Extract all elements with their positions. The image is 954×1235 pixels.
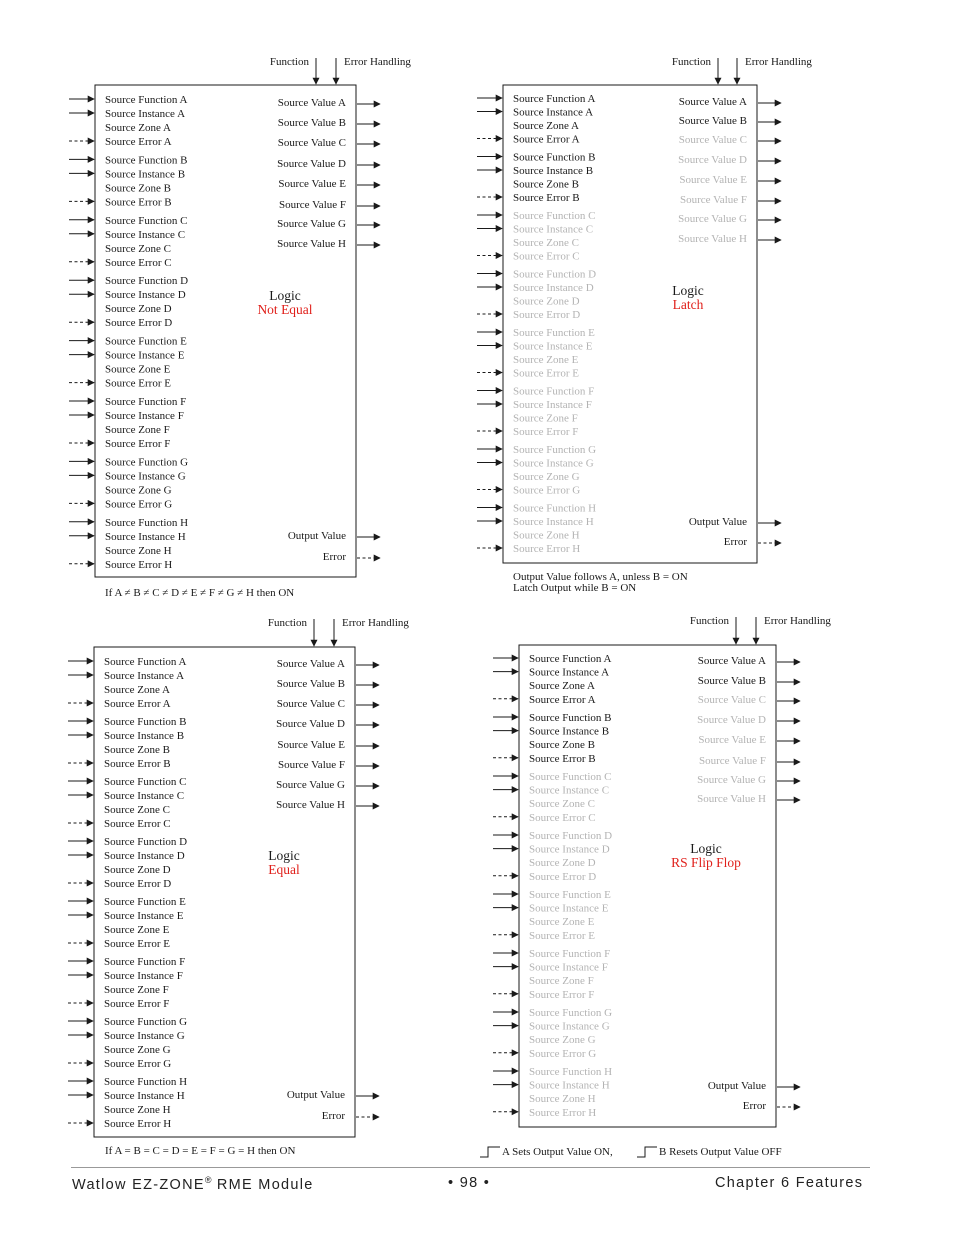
source-input-label: Source Instance E xyxy=(513,340,593,353)
source-value-label: Source Value F xyxy=(278,199,346,211)
source-input-label: Source Error A xyxy=(529,693,596,706)
source-input-label: Source Error A xyxy=(513,133,580,146)
source-input-label: Source Zone F xyxy=(513,412,578,425)
source-input-label: Source Instance B xyxy=(105,168,186,181)
falling-edge-icon xyxy=(637,1147,657,1157)
source-value-label: Source Value F xyxy=(679,194,747,206)
source-input-label: Source Error G xyxy=(513,484,581,497)
output-value-label: Output Value xyxy=(688,516,747,528)
source-input-label: Source Zone F xyxy=(529,975,594,988)
error-output-label: Error xyxy=(723,536,747,548)
source-input-label: Source Error C xyxy=(529,811,596,824)
source-value-label: Source Value C xyxy=(678,134,747,146)
source-input-label: Source Zone D xyxy=(105,303,172,316)
source-input-label: Source Instance B xyxy=(529,725,610,738)
source-input-label: Source Error H xyxy=(513,543,581,555)
source-input-label: Source Instance E xyxy=(529,902,609,915)
footer-rule xyxy=(71,1167,870,1168)
source-input-label: Source Zone C xyxy=(105,242,171,255)
source-input-label: Source Zone F xyxy=(104,984,169,996)
source-input-label: Source Instance D xyxy=(513,282,594,294)
source-value-label: Source Value B xyxy=(678,115,747,127)
error-output-label: Error xyxy=(322,551,346,563)
source-value-label: Source Value H xyxy=(678,233,747,245)
source-input-label: Source Error B xyxy=(529,752,596,765)
source-input-label: Source Function H xyxy=(513,502,597,515)
source-input-label: Source Zone F xyxy=(105,424,170,436)
source-input-label: Source Zone A xyxy=(104,684,170,696)
source-input-label: Source Zone H xyxy=(529,1093,596,1106)
source-input-label: Source Error B xyxy=(104,758,171,770)
logic-label: Logic xyxy=(269,288,301,303)
source-value-label: Source Value G xyxy=(697,774,766,786)
error-handling-header: Error Handling xyxy=(764,615,831,627)
source-input-label: Source Function G xyxy=(529,1007,613,1019)
source-input-label: Source Instance G xyxy=(104,1030,185,1042)
source-value-label: Source Value H xyxy=(276,799,345,811)
logic-label: Logic xyxy=(268,848,300,863)
source-input-label: Source Function C xyxy=(104,776,187,788)
source-value-label: Source Value G xyxy=(276,779,345,791)
source-value-label: Source Value E xyxy=(278,178,346,190)
source-input-label: Source Zone E xyxy=(104,924,170,936)
source-input-label: Source Zone G xyxy=(105,484,172,497)
source-value-label: Source Value E xyxy=(679,174,747,186)
caption-line: B Resets Output Value OFF xyxy=(659,1146,782,1158)
page-number: • 98 • xyxy=(448,1175,491,1191)
source-input-label: Source Error G xyxy=(104,1058,172,1070)
source-input-label: Source Zone H xyxy=(513,529,580,542)
source-input-label: Source Function E xyxy=(529,889,611,901)
source-value-label: Source Value F xyxy=(277,759,345,771)
error-output-label: Error xyxy=(742,1100,766,1112)
source-value-label: Source Value B xyxy=(697,675,766,687)
source-value-label: Source Value G xyxy=(678,213,747,225)
logic-mode-label: Not Equal xyxy=(257,302,313,317)
source-input-label: Source Error A xyxy=(104,698,171,710)
source-input-label: Source Zone D xyxy=(529,857,596,870)
source-input-label: Source Zone C xyxy=(529,798,595,811)
logic-block-not-equal xyxy=(69,56,411,599)
source-input-label: Source Function B xyxy=(104,716,187,728)
source-input-label: Source Function H xyxy=(529,1066,613,1078)
source-value-label: Source Value C xyxy=(697,694,766,706)
source-input-label: Source Zone H xyxy=(104,1104,171,1116)
error-handling-header: Error Handling xyxy=(745,56,812,68)
source-input-label: Source Error G xyxy=(529,1047,597,1060)
source-input-label: Source Instance C xyxy=(105,228,186,241)
source-input-label: Source Error H xyxy=(104,1118,172,1130)
source-value-label: Source Value B xyxy=(276,678,345,690)
function-header: Function xyxy=(267,617,307,629)
source-input-label: Source Function C xyxy=(529,771,612,783)
source-input-label: Source Function D xyxy=(529,830,613,842)
source-value-label: Source Value E xyxy=(698,734,766,746)
source-input-label: Source Function F xyxy=(529,948,611,960)
source-value-label: Source Value D xyxy=(678,154,747,166)
source-input-label: Source Instance D xyxy=(529,843,610,856)
source-input-label: Source Zone C xyxy=(513,237,579,249)
footer-brand: Watlow EZ-ZONE® RME Module xyxy=(72,1175,314,1193)
source-input-label: Source Function E xyxy=(104,896,186,908)
source-input-label: Source Error F xyxy=(513,426,579,438)
source-value-label: Source Value F xyxy=(698,755,766,767)
source-input-label: Source Zone A xyxy=(105,122,171,134)
source-input-label: Source Instance B xyxy=(104,730,185,742)
source-input-label: Source Instance H xyxy=(513,516,594,528)
source-value-label: Source Value A xyxy=(277,97,346,109)
error-handling-header: Error Handling xyxy=(344,56,411,68)
output-value-label: Output Value xyxy=(286,1089,345,1101)
source-input-label: Source Function H xyxy=(105,516,189,529)
source-input-label: Source Error A xyxy=(105,136,172,148)
source-input-label: Source Instance A xyxy=(105,108,186,120)
source-input-label: Source Error E xyxy=(104,938,170,950)
logic-mode-label: Equal xyxy=(268,862,300,877)
output-value-label: Output Value xyxy=(707,1080,766,1092)
caption-line: A Sets Output Value ON, xyxy=(502,1146,613,1158)
source-input-label: Source Function F xyxy=(513,385,595,398)
function-header: Function xyxy=(671,56,711,68)
source-input-label: Source Instance H xyxy=(105,530,186,543)
source-input-label: Source Instance C xyxy=(529,784,610,797)
source-value-label: Source Value A xyxy=(697,655,766,667)
source-input-label: Source Error D xyxy=(104,878,172,890)
source-input-label: Source Error H xyxy=(105,558,173,571)
source-input-label: Source Function H xyxy=(104,1076,188,1088)
source-value-label: Source Value E xyxy=(277,739,345,751)
function-header: Function xyxy=(689,615,729,627)
source-input-label: Source Instance D xyxy=(104,850,185,862)
source-input-label: Source Error C xyxy=(513,250,580,263)
source-input-label: Source Zone D xyxy=(513,295,580,308)
source-input-label: Source Function E xyxy=(513,327,595,339)
source-input-label: Source Instance G xyxy=(105,470,186,483)
source-input-label: Source Zone A xyxy=(513,120,579,132)
source-value-label: Source Value G xyxy=(277,218,346,230)
source-input-label: Source Instance A xyxy=(529,666,610,679)
source-input-label: Source Function C xyxy=(513,210,596,222)
output-value-label: Output Value xyxy=(287,530,346,542)
source-input-label: Source Function G xyxy=(105,456,189,469)
source-input-label: Source Instance C xyxy=(513,223,594,236)
logic-block-latch xyxy=(477,56,812,594)
source-input-label: Source Error F xyxy=(105,438,171,450)
source-input-label: Source Zone E xyxy=(513,354,579,366)
source-input-label: Source Function D xyxy=(513,268,597,281)
rising-edge-icon xyxy=(480,1147,500,1157)
error-output-label: Error xyxy=(321,1110,345,1122)
source-input-label: Source Error B xyxy=(513,192,580,204)
caption-line: If A = B = C = D = E = F = G = H then ON xyxy=(105,1145,296,1157)
source-input-label: Source Error B xyxy=(105,196,172,209)
source-input-label: Source Zone E xyxy=(529,916,595,929)
source-input-label: Source Error F xyxy=(529,988,595,1001)
source-input-label: Source Instance F xyxy=(105,410,184,422)
source-input-label: Source Error C xyxy=(104,818,171,830)
source-input-label: Source Zone G xyxy=(513,471,580,483)
source-input-label: Source Instance F xyxy=(104,970,183,982)
source-input-label: Source Zone C xyxy=(104,804,170,816)
source-input-label: Source Instance F xyxy=(529,961,608,974)
source-input-label: Source Error F xyxy=(104,998,170,1010)
source-input-label: Source Zone D xyxy=(104,864,171,876)
source-input-label: Source Error D xyxy=(529,870,597,883)
source-input-label: Source Error H xyxy=(529,1106,597,1119)
source-input-label: Source Function A xyxy=(104,656,187,668)
caption-line: Latch Output while B = ON xyxy=(513,582,637,594)
source-value-label: Source Value C xyxy=(277,137,346,149)
source-input-label: Source Error C xyxy=(105,256,172,269)
source-input-label: Source Function A xyxy=(513,93,596,105)
source-input-label: Source Function A xyxy=(105,94,188,106)
source-input-label: Source Function A xyxy=(529,653,612,665)
source-input-label: Source Instance G xyxy=(529,1020,610,1033)
source-input-label: Source Instance H xyxy=(104,1090,185,1102)
footer-chapter: Chapter 6 Features xyxy=(715,1175,864,1191)
source-input-label: Source Function G xyxy=(104,1016,188,1028)
source-input-label: Source Instance H xyxy=(529,1079,610,1092)
source-input-label: Source Zone H xyxy=(105,544,172,557)
function-header: Function xyxy=(269,56,309,68)
logic-mode-label: Latch xyxy=(672,297,704,312)
source-input-label: Source Zone E xyxy=(105,363,171,376)
source-value-label: Source Value H xyxy=(277,238,346,250)
logic-label: Logic xyxy=(690,841,722,856)
caption-line: If A ≠ B ≠ C ≠ D ≠ E ≠ F ≠ G ≠ H then ON xyxy=(105,587,295,599)
source-value-label: Source Value B xyxy=(277,117,346,129)
source-input-label: Source Error E xyxy=(513,367,579,380)
source-input-label: Source Function F xyxy=(105,396,187,408)
source-input-label: Source Error E xyxy=(529,929,595,942)
source-input-label: Source Zone B xyxy=(104,744,170,756)
source-input-label: Source Function B xyxy=(529,712,612,724)
source-input-label: Source Instance D xyxy=(105,289,186,302)
source-input-label: Source Function B xyxy=(105,154,188,167)
source-input-label: Source Instance B xyxy=(513,165,594,177)
source-input-label: Source Zone G xyxy=(104,1044,171,1056)
source-input-label: Source Zone B xyxy=(529,739,595,752)
source-input-label: Source Function C xyxy=(105,214,188,227)
source-value-label: Source Value D xyxy=(277,158,346,170)
logic-block-equal xyxy=(68,617,409,1157)
source-input-label: Source Instance G xyxy=(513,457,594,470)
source-input-label: Source Instance E xyxy=(104,910,184,922)
source-input-label: Source Function B xyxy=(513,151,596,164)
source-value-label: Source Value A xyxy=(276,658,345,670)
caption-line: Output Value follows A, unless B = ON xyxy=(513,571,688,583)
source-input-label: Source Zone B xyxy=(513,178,579,191)
source-input-label: Source Function G xyxy=(513,444,597,456)
source-input-label: Source Instance E xyxy=(105,349,185,362)
logic-mode-label: RS Flip Flop xyxy=(671,855,741,870)
source-input-label: Source Error E xyxy=(105,377,171,390)
logic-label: Logic xyxy=(672,283,704,298)
source-input-label: Source Error D xyxy=(513,309,581,321)
source-value-label: Source Value H xyxy=(697,793,766,805)
source-input-label: Source Function D xyxy=(104,836,188,848)
source-input-label: Source Zone G xyxy=(529,1034,596,1047)
logic-block-rs-flip-flop xyxy=(480,615,831,1158)
source-value-label: Source Value D xyxy=(697,714,766,726)
source-input-label: Source Instance A xyxy=(513,106,594,119)
source-value-label: Source Value D xyxy=(276,718,345,730)
source-value-label: Source Value C xyxy=(276,698,345,710)
source-input-label: Source Function F xyxy=(104,956,186,968)
source-input-label: Source Function D xyxy=(105,275,189,288)
source-value-label: Source Value A xyxy=(678,96,747,108)
source-input-label: Source Zone A xyxy=(529,680,595,693)
source-input-label: Source Error D xyxy=(105,317,173,330)
source-input-label: Source Zone B xyxy=(105,182,171,195)
source-input-label: Source Instance C xyxy=(104,790,185,802)
error-handling-header: Error Handling xyxy=(342,617,409,629)
source-input-label: Source Error G xyxy=(105,498,173,511)
source-input-label: Source Instance F xyxy=(513,399,592,411)
source-input-label: Source Function E xyxy=(105,335,187,348)
source-input-label: Source Instance A xyxy=(104,670,185,682)
